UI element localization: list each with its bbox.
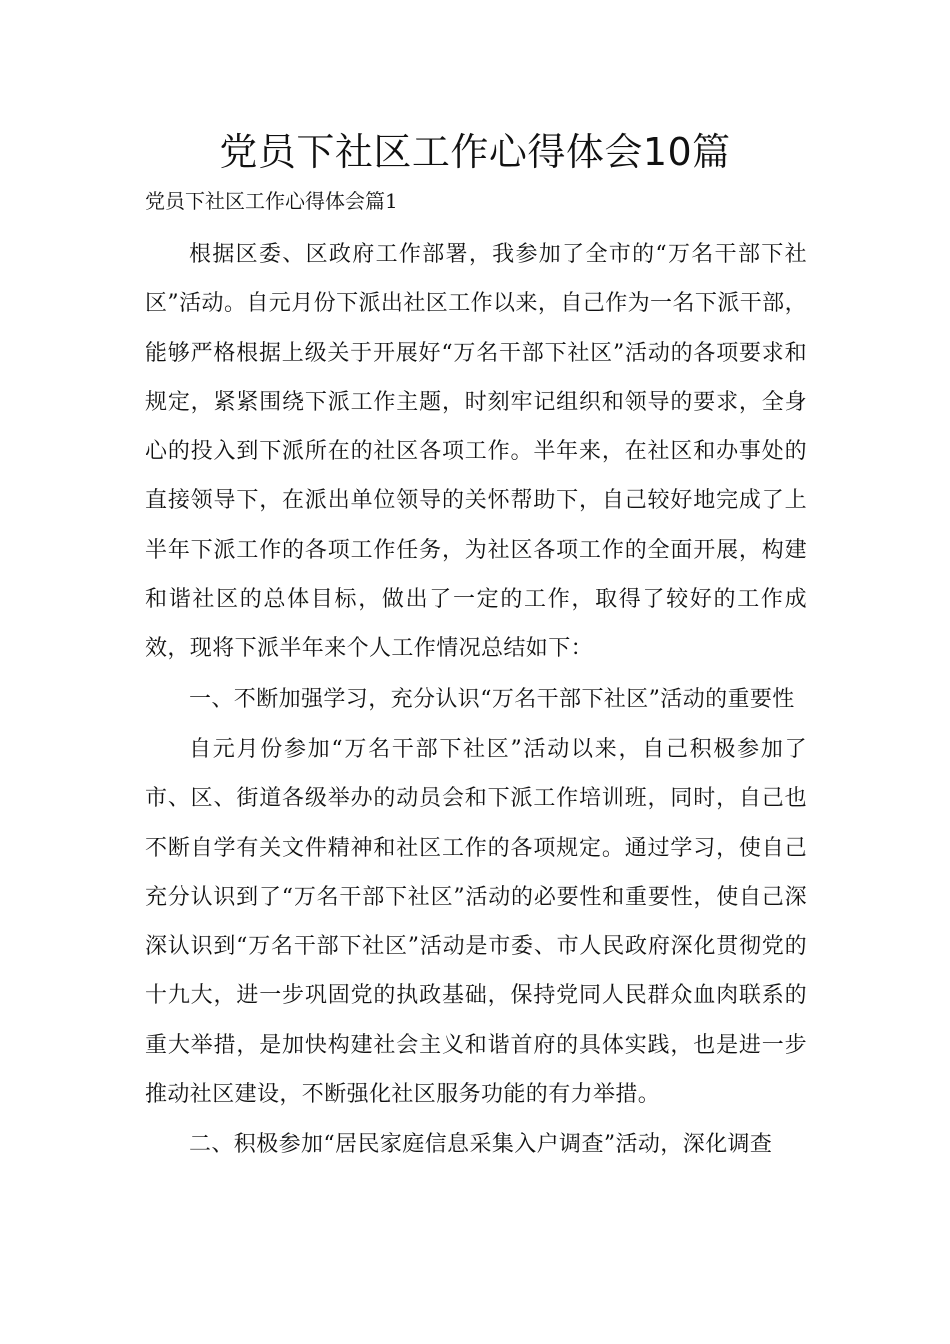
paragraph-heading-two: 二、积极参加“居民家庭信息采集入户调查”活动，深化调查 [189,1132,773,1158]
document-title: 党员下社区工作心得体会10篇 [219,130,731,174]
paragraph-study: 自元月份参加“万名干部下社区”活动以来，自己积极参加了市、区、街道各级举办的动员会和下派工作培训班，同时，自己也不断自学有关文件精神和社区工作的各项规定。通过学习，使自己充分认识到了“万名干部下社区”活动的必要性和重要性，使自己深深认识到“万名干部下社区”活动是市委、市人民政府深化贯彻党的十九大，进一步巩固党的执政基础，保持党同人民群众血肉联系的重大举措，是加快构建社会主义和谐首府的具体实践，也是进一步推动社区建设，不断强化社区服务功能的有力举措。 [145,736,807,1108]
section-title: 党员下社区工作心得体会篇1 [145,189,398,213]
paragraph-intro: 根据区委、区政府工作部署，我参加了全市的“万名干部下社区”活动。自元月份下派出社区工作以来，自己作为一名下派干部，能够严格根据上级关于开展好“万名干部下社区”活动的各项要求和规定，紧紧围绕下派工作主题，时刻牢记组织和领导的要求，全身心的投入到下派所在的社区各项工作。半年来，在社区和办事处的直接领导下，在派出单位领导的关怀帮助下，自己较好地完成了上半年下派工作的各项工作任务，为社区各项工作的全面开展，构建和谐社区的总体目标，做出了一定的工作，取得了较好的工作成效，现将下派半年来个人工作情况总结如下： [145,242,807,662]
document-body [145,230,807,1171]
paragraph-heading-one: 一、不断加强学习，充分认识“万名干部下社区”活动的重要性 [189,686,795,712]
